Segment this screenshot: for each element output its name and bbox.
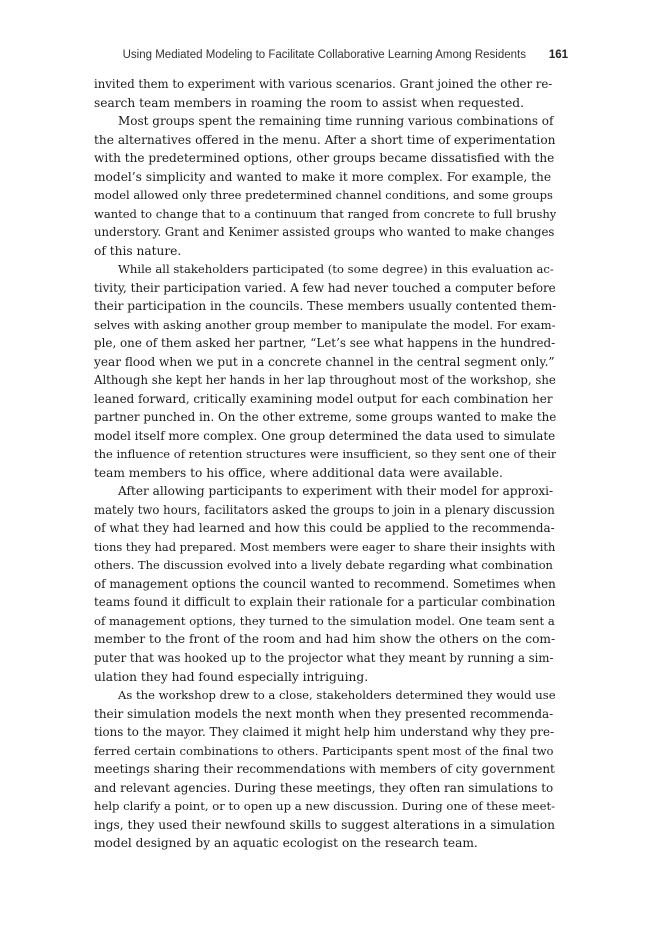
- text-line: ings, they used their newfound skills to suggest alterations in a simulation: [94, 817, 555, 832]
- body-text: [94, 75, 556, 853]
- text-line: search team members in roaming the room to assist when requested.: [94, 95, 524, 110]
- text-line: Most groups spent the remaining time running various combinations of: [118, 114, 554, 129]
- text-line: year flood when we put in a concrete channel in the central segment only.”: [94, 354, 555, 369]
- text-line: selves with asking another group member to manipulate the model. For exam-: [94, 317, 556, 332]
- text-line: model’s simplicity and wanted to make it more complex. For example, the: [94, 169, 552, 184]
- running-head: [94, 49, 568, 67]
- text-line: leaned forward, critically examining model output for each combination her: [94, 391, 553, 406]
- text-line: As the workshop drew to a close, stakeholders determined they would use: [118, 688, 556, 703]
- text-line: invited them to experiment with various scenarios. Grant joined the other re-: [94, 77, 553, 91]
- text-line: model allowed only three predetermined channel conditions, and some groups: [94, 188, 553, 203]
- text-line: and relevant agencies. During these meetings, they often ran simulations to: [94, 780, 554, 795]
- text-line: tions they had prepared. Most members were eager to share their insights with: [94, 539, 556, 554]
- text-line: team members to his office, where additional data were available.: [94, 465, 503, 480]
- text-line: help clarify a point, or to open up a new discussion. During one of these meet-: [94, 799, 556, 814]
- text-line: tivity, their participation varied. A few had never touched a computer before: [94, 280, 556, 295]
- text-line: the alternatives offered in the menu. After a short time of experimentation: [94, 132, 556, 147]
- text-line: wanted to change that to a continuum that ranged from concrete to full brushy: [94, 206, 556, 221]
- text-line: partner punched in. On the other extreme, some groups wanted to make the: [94, 410, 556, 425]
- page-number: 161: [548, 49, 568, 61]
- text-line: model designed by an aquatic ecologist on the research team.: [94, 836, 478, 851]
- text-line: others. The discussion evolved into a lively debate regarding what combination: [94, 558, 553, 573]
- text-line: ulation they had found especially intriguing.: [94, 669, 369, 684]
- text-line: After allowing participants to experiment with their model for approxi-: [118, 484, 554, 499]
- paragraph: [94, 260, 556, 482]
- paragraph: [94, 112, 556, 260]
- text-line: understory. Grant and Kenimer assisted groups who wanted to make changes: [94, 225, 555, 240]
- text-line: of what they had learned and how this could be applied to the recommenda-: [94, 521, 555, 536]
- text-line: mately two hours, facilitators asked the groups to join in a plenary discussion: [94, 502, 555, 517]
- text-line: puter that was hooked up to the projector what they meant by running a sim-: [94, 650, 554, 665]
- text-line: ple, one of them asked her partner, “Let’s see what happens in the hundred-: [94, 336, 556, 351]
- text-line: with the predetermined options, other groups became dissatisfied with the: [94, 151, 555, 166]
- paragraph: [94, 686, 556, 853]
- text-line: meetings sharing their recommendations with members of city government: [94, 762, 555, 777]
- text-line: of this nature.: [94, 243, 182, 258]
- text-line: teams found it difficult to explain their rationale for a particular combination: [94, 595, 556, 610]
- text-line: member to the front of the room and had him show the others on the com-: [94, 632, 556, 647]
- paragraph: [94, 482, 556, 686]
- text-line: of management options the council wanted to recommend. Sometimes when: [94, 576, 556, 591]
- text-line: the influence of retention structures were insufficient, so they sent one of their: [94, 447, 556, 462]
- text-line: ferred certain combinations to others. Participants spent most of the final two: [94, 743, 554, 758]
- text-line: their simulation models the next month when they presented recommenda-: [94, 706, 554, 721]
- text-line: their participation in the councils. These members usually contented them-: [94, 299, 556, 314]
- text-line: While all stakeholders participated (to some degree) in this evaluation ac-: [118, 262, 554, 277]
- text-line: of management options, they turned to the simulation model. One team sent a: [94, 613, 555, 628]
- paragraph: [94, 75, 556, 112]
- running-title: Using Mediated Modeling to Facilitate Collaborative Learning Among Residents: [122, 49, 526, 61]
- text-line: Although she kept her hands in her lap throughout most of the workshop, she: [94, 373, 556, 388]
- text-line: tions to the mayor. They claimed it might help him understand why they pre-: [94, 725, 554, 740]
- text-line: model itself more complex. One group determined the data used to simulate: [94, 428, 556, 443]
